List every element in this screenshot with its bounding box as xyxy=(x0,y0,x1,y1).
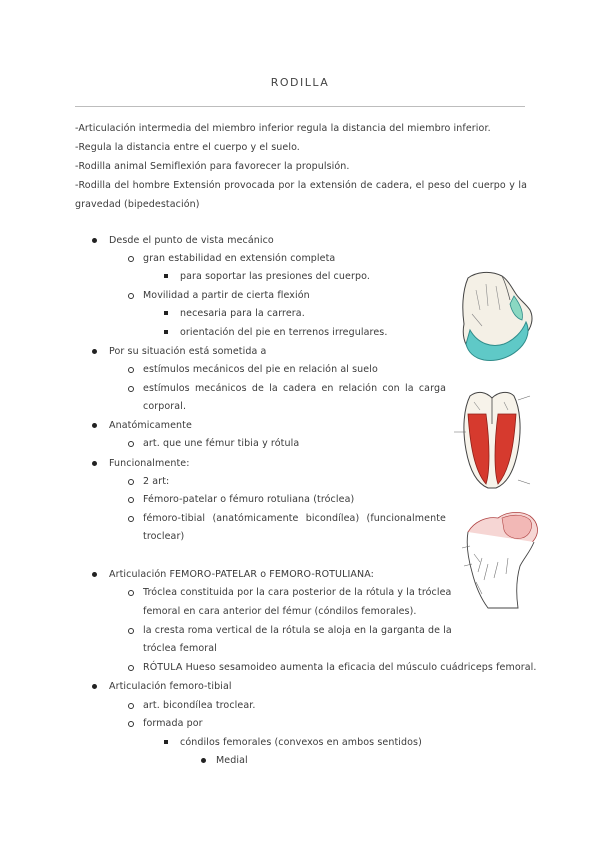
bullet-dot xyxy=(92,684,97,689)
bullet-circle xyxy=(128,516,134,522)
bullet-circle xyxy=(128,386,134,392)
intro-line-3: -Rodilla animal Semiflexión para favorecer la propulsión. xyxy=(75,161,350,172)
list-item-estimulos-cadera-cont: corporal. xyxy=(143,401,187,412)
list-item-art-femoro-tibial: Articulación femoro-tibial xyxy=(109,681,232,692)
bullet-dot xyxy=(92,461,97,466)
list-item-estabilidad: gran estabilidad en extensión completa xyxy=(143,253,336,264)
bullet-dot xyxy=(92,423,97,428)
list-item-movilidad: Movilidad a partir de cierta flexión xyxy=(143,290,310,301)
list-item-rotula: RÓTULA Hueso sesamoideo aumenta la eficacia del músculo cuádriceps femoral. xyxy=(143,662,537,673)
femoral-condyles-illustration xyxy=(452,384,532,494)
bullet-circle xyxy=(128,497,134,503)
tibial-plateau-illustration xyxy=(458,502,544,610)
bullet-circle xyxy=(128,293,134,299)
bullet-dot xyxy=(201,758,206,763)
bullet-circle xyxy=(128,703,134,709)
list-item-situacion: Por su situación está sometida a xyxy=(109,346,267,357)
list-item-bicondilea: art. bicondílea troclear. xyxy=(143,700,256,711)
title-divider xyxy=(75,106,525,107)
list-item-presiones: para soportar las presiones del cuerpo. xyxy=(180,271,370,282)
list-item-orientacion: orientación del pie en terrenos irregulares. xyxy=(180,327,388,338)
list-item-troclea-cont: femoral en cara anterior del fémur (cóndilos femorales). xyxy=(143,606,417,617)
list-item-estimulos-pie: estímulos mecánicos del pie en relación al suelo xyxy=(143,364,378,375)
list-item-dos-art: 2 art: xyxy=(143,476,170,487)
bullet-dot xyxy=(92,572,97,577)
list-item-cresta-cont: tróclea femoral xyxy=(143,643,217,654)
bullet-circle xyxy=(128,665,134,671)
list-item-cresta: la cresta roma vertical de la rótula se aloja en la garganta de la xyxy=(143,625,452,636)
list-item-mecanico: Desde el punto de vista mecánico xyxy=(109,235,274,246)
bullet-square xyxy=(164,274,168,278)
bullet-square xyxy=(164,330,168,334)
knee-trochlea-illustration xyxy=(456,270,538,370)
bullet-square xyxy=(164,740,168,744)
bullet-square xyxy=(164,311,168,315)
intro-line-4: -Rodilla del hombre Extensión provocada por la extensión de cadera, el peso del cuerpo y la gravedad (bipedestación) xyxy=(75,180,527,210)
list-item-medial: Medial xyxy=(216,755,248,766)
bullet-circle xyxy=(128,256,134,262)
list-item-art-femoro-patelar: Articulación FEMORO-PATELAR o FEMORO-ROTULIANA: xyxy=(109,569,374,580)
list-item-formada: formada por xyxy=(143,718,203,729)
bullet-dot xyxy=(92,238,97,243)
list-item-estimulos-cadera: estímulos mecánicos de la cadera en relación con la carga xyxy=(143,383,446,394)
list-item-femoro-tibial-cont: troclear) xyxy=(143,531,185,542)
page-title: RODILLA xyxy=(270,76,330,89)
bullet-circle xyxy=(128,479,134,485)
list-item-anatomicamente: Anatómicamente xyxy=(109,420,192,431)
list-item-carrera: necesaria para la carrera. xyxy=(180,308,305,319)
bullet-dot xyxy=(92,349,97,354)
list-item-femoro-patelar: Fémoro-patelar o fémuro rotuliana (tróclea) xyxy=(143,494,355,505)
bullet-circle xyxy=(128,367,134,373)
intro-line-2: -Regula la distancia entre el cuerpo y el suelo. xyxy=(75,142,300,153)
list-item-troclea: Tróclea constituida por la cara posterior de la rótula y la tróclea xyxy=(143,587,452,598)
bullet-circle xyxy=(128,721,134,727)
bullet-circle xyxy=(128,590,134,596)
bullet-circle xyxy=(128,628,134,634)
list-item-condilos: cóndilos femorales (convexos en ambos sentidos) xyxy=(180,737,422,748)
list-item-femoro-tibial: fémoro-tibial (anatómicamente bicondílea) (funcionalmente xyxy=(143,513,446,524)
list-item-art-une: art. que une fémur tibia y rótula xyxy=(143,438,300,449)
intro-line-1: -Articulación intermedia del miembro inferior regula la distancia del miembro inferior. xyxy=(75,123,491,134)
bullet-circle xyxy=(128,441,134,447)
list-item-funcionalmente: Funcionalmente: xyxy=(109,458,190,469)
